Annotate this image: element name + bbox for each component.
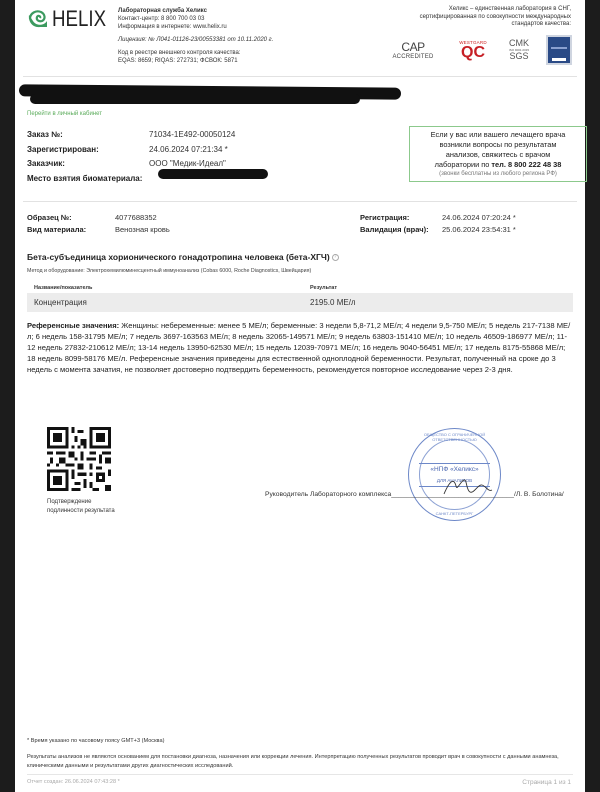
header-divider (23, 76, 577, 77)
test-name: Бета-субъединица хорионического гонадотропина человека (бета-ХГЧ) (27, 252, 330, 262)
doctor-contact-callout (409, 126, 587, 182)
test-method: Метод и оборудование: Электрохемилюминесцентный иммуноанализ (Cobas 6000, Roche Diagnostics, Швейцария) (27, 268, 312, 274)
results-table-header (27, 283, 573, 293)
qr-code-icon[interactable] (47, 427, 111, 491)
qr-caption-line-1: Подтверждение (47, 499, 92, 505)
cap-label: CAP (401, 40, 425, 54)
registry-codes: EQAS: 8659; RIQAS: 272731; ФСВОК: 5871 (118, 58, 238, 64)
lab-name: Лабораторная служба Хеликс (118, 8, 207, 14)
redacted-patient-details (30, 94, 360, 104)
material-type: Венозная кровь (115, 225, 170, 234)
reference-values (27, 320, 573, 375)
registration-datetime: 24.06.2024 07:20:24 * (442, 213, 516, 222)
callout-line-4: лаборатории по (434, 160, 492, 169)
order-number-label: Заказ №: (27, 130, 63, 139)
indicator-result: 2195.0 МЕ/л (310, 298, 356, 307)
certification-logos (384, 35, 572, 65)
footer-divider (27, 774, 573, 775)
lab-doctor-phone[interactable]: тел. 8 800 222 48 38 (491, 160, 562, 169)
test-title (27, 252, 339, 262)
global-standard-badge (546, 35, 572, 65)
cert-line-1: Хеликс – единственная лаборатория в СНГ, (448, 6, 571, 12)
report-page (15, 0, 585, 792)
order-number: 71034-1E492-00050124 (149, 130, 236, 139)
registration-label: Регистрация: (360, 213, 410, 222)
iso-label: ISO 9001:2015 (508, 48, 530, 52)
contact-center: Контакт-центр: 8 800 700 03 03 (118, 16, 205, 22)
section-divider (23, 201, 577, 202)
westgard-label: WESTGARD (459, 40, 487, 45)
sample-number-label: Образец №: (27, 213, 72, 222)
qr-caption-line-2: подлинности результата (47, 508, 115, 514)
report-created: Отчет создан: 26.06.2024 07:43:28 * (27, 779, 120, 785)
brand-name: HELIX (52, 6, 107, 31)
order-row (27, 128, 235, 143)
qc-label: QC (461, 44, 485, 61)
disclaimer: Результаты анализов не являются основанием для постановки диагноза, назначения или коррекции лечения. Интерпретацию полученных результатов проводит врач в совокупности с данными анамнеза, клиническими данными и результатами других диагностических исследований. (27, 754, 559, 769)
redacted-collection-place (158, 169, 268, 179)
callout-line-1: Если у вас или вашего лечащего врача (430, 130, 566, 139)
indicator-name: Концентрация (34, 298, 87, 307)
collection-place-label: Место взятия биоматериала: (27, 173, 143, 183)
validation-datetime: 25.06.2024 23:54:31 * (442, 225, 516, 234)
cmk-label: CMK (509, 38, 529, 48)
customer-name: ООО "Медик-Идеал" (149, 159, 226, 168)
license: Лицензия: № Л041-01126-23/00553381 от 10.11.2020 г. (118, 37, 274, 43)
helix-logo (27, 6, 116, 32)
help-icon[interactable]: ? (332, 254, 339, 261)
cert-line-2: сертифицированная по совокупности международных (419, 13, 571, 20)
signature-line: Руководитель Лабораторного комплекса_________________________________/Л. В. Болотина/ (265, 491, 564, 498)
column-header-name: Название/показатель (34, 285, 93, 291)
column-header-result: Результат (310, 285, 338, 291)
callout-line-2: возникли вопросы по результатам (439, 140, 557, 149)
registry-label: Код в реестре внешнего контроля качества: (118, 50, 241, 56)
material-label: Вид материала: (27, 225, 87, 234)
sample-number: 4077688352 (115, 213, 157, 222)
validation-label: Валидация (врач): (360, 225, 429, 234)
cap-sub-label: ACCREDITED (392, 54, 434, 60)
customer-label: Заказчик: (27, 159, 65, 168)
cert-line-3: стандартов качества: (511, 21, 571, 27)
sgs-logo (504, 39, 534, 61)
reference-label: Референсные значения: (27, 321, 120, 330)
sgs-label: SGS (509, 51, 529, 61)
stamp-ring-top: ОБЩЕСТВО С ОГРАНИЧЕННОЙ ОТВЕТСТВЕННОСТЬЮ (423, 432, 486, 442)
sample-details (27, 212, 567, 236)
website: Информация в интернете: www.helix.ru (118, 24, 227, 30)
westgard-qc-logo (454, 40, 492, 60)
table-row (27, 293, 573, 312)
registered-label: Зарегистрирован: (27, 144, 99, 154)
callout-note: (звонки бесплатны из любого региона РФ) (439, 171, 557, 177)
certification-text (371, 6, 571, 29)
cap-accredited-logo (384, 37, 442, 63)
stamp-name: «НПФ «Хеликс» (430, 466, 479, 473)
page-number: Страница 1 из 1 (522, 779, 571, 786)
official-stamp (408, 428, 501, 521)
registered-datetime: 24.06.2024 07:21:34 * (149, 144, 228, 154)
personal-cabinet-link[interactable]: Перейти в личный кабинет (27, 111, 102, 117)
qr-caption (47, 498, 115, 516)
lab-info (118, 7, 273, 65)
results-table (27, 283, 573, 312)
callout-line-3: анализов, свяжитесь с врачом (445, 150, 551, 159)
helix-swirl-icon (27, 9, 49, 29)
reference-text: Женщины: небеременные: менее 5 МЕ/л; беременные: 3 недели 5,8-71,2 МЕ/л; 4 недели 9,5-750 МЕ/л; 5 недель 217-7138 МЕ/л; 6 недель 158-31795 МЕ/л; 7 недель 3697-163563 МЕ/л; 8 недель 32065-149571 МЕ/л; 9 недель 63803-151410 МЕ/л; 10 недель 46509-186977 МЕ/л; 11-12 недель 27832-210612 МЕ/л; 13-14 недель 13950-62530 МЕ/л; 15 недель 12039-70971 МЕ/л; 16 недель 9040-56451 МЕ/л; 17 недель 8175-55868 МЕ/л; 18 недель 8099-58176 МЕ/л. Референсные значения приведены для естественной одноплодной беременности. Результат, полученный на сроке до 3 недель с момента зачатия, не позволяет достоверно подтвердить беременность, рекомендуется повторное исследование через 2-3 дня. (27, 321, 571, 374)
stamp-sub: ДЛЯ АНАЛИЗОВ (436, 478, 473, 483)
order-row (27, 143, 235, 158)
timezone-note: * Время указано по часовому поясу GMT+3 (Москва) (27, 738, 165, 744)
stamp-ring-bottom: САНКТ-ПЕТЕРБУРГ (435, 511, 474, 516)
